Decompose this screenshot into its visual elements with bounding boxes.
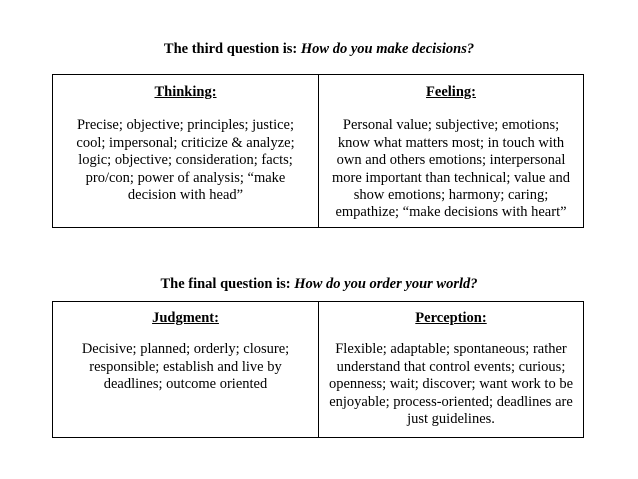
thinking-feeling-table	[52, 74, 584, 228]
thinking-cell	[53, 75, 318, 227]
section-1-heading-question: How do you make decisions?	[300, 41, 475, 57]
feeling-cell	[318, 75, 583, 227]
judgment-cell	[53, 302, 318, 437]
section-1-heading	[0, 40, 638, 58]
perception-description: Flexible; adaptable; spontaneous; rather understand that control events; curious; openness; wait; discover; want work to be enjoyable; process-oriented; deadlines are just guidelines.	[328, 341, 574, 428]
perception-title: Perception:	[415, 310, 487, 326]
thinking-description: Precise; objective; principles; justice; cool; impersonal; criticize & analyze; logic; objective; consideration; facts; pro/con; power of analysis; “make decision with head”	[76, 117, 295, 204]
section-2-heading-prefix: The final question is:	[160, 276, 295, 292]
section-2-heading	[0, 275, 638, 293]
thinking-title: Thinking:	[154, 84, 217, 100]
feeling-description: Personal value; subjective; emotions; know what matters most; in touch with own and others emotions; interpersonal more important than technical; value and show emotions; harmony; caring; empathize; “make decisions with heart”	[332, 117, 570, 221]
section-1-heading-prefix: The third question is:	[163, 41, 301, 57]
feeling-title: Feeling:	[426, 84, 476, 100]
perception-cell	[318, 302, 583, 437]
section-2-heading-question: How do you order your world?	[294, 276, 478, 292]
judgment-title: Judgment:	[152, 310, 219, 326]
judgment-perception-table	[52, 301, 584, 438]
judgment-description: Decisive; planned; orderly; closure; responsible; establish and live by deadlines; outcome oriented	[81, 341, 290, 393]
